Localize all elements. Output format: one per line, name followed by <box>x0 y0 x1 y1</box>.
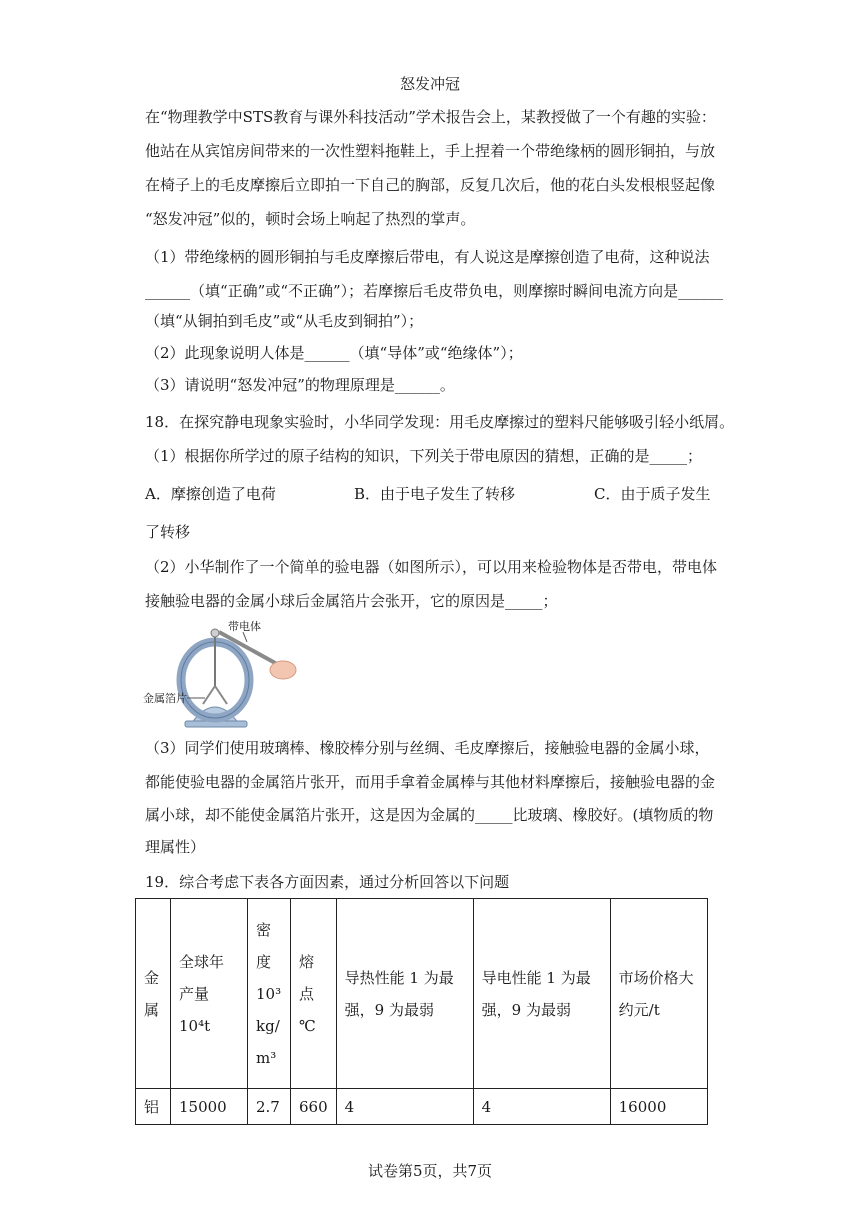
page-footer: 试卷第5页，共7页 <box>367 1162 493 1180</box>
q17-part1-line: （1）带绝缘柄的圆形铜拍与毛皮摩擦后带电，有人说这是摩擦创造了电荷，这种说法 <box>145 248 710 266</box>
header-metal: 金 属 <box>136 899 171 1089</box>
q18-part3-line: 都能使验电器的金属箔片张开，而用手拿着金属棒与其他材料摩擦后，接触验电器的金 <box>145 773 716 791</box>
header-market-price: 市场价格大 约元/t <box>610 899 707 1089</box>
metal-properties-table <box>135 898 708 1125</box>
q18-stem: 18．在探究静电现象实验时，小华同学发现：用毛皮摩擦过的塑料尺能够吸引轻小纸屑。 <box>145 413 735 431</box>
passage-title: 怒发冲冠 <box>399 75 460 93</box>
cell-market-price: 16000 <box>610 1089 707 1125</box>
q18-option-b: B．由于电子发生了转移 <box>354 485 516 503</box>
cell-density: 2.7 <box>248 1089 291 1125</box>
cell-melting-point: 660 <box>291 1089 337 1125</box>
passage-line: “怒发冲冠”似的，顿时会场上响起了热烈的掌声。 <box>145 210 476 228</box>
header-melting-point: 熔 点 ℃ <box>291 899 337 1089</box>
q18-part2-line: 接触验电器的金属小球后金属箔片会张开，它的原因是_____； <box>145 592 558 610</box>
table-header-row <box>136 899 708 1089</box>
q17-part1-line: ______（填“正确”或“不正确”）；若摩擦后毛皮带负电，则摩擦时瞬间电流方向是______ <box>145 282 724 300</box>
cell-output: 15000 <box>171 1089 248 1125</box>
passage-line: 在“物理教学中STS教育与课外科技活动”学术报告会上，某教授做了一个有趣的实验： <box>145 108 716 126</box>
q17-part3: （3）请说明“怒发冲冠”的物理原理是______。 <box>145 376 455 394</box>
q18-part3-line: 属小球，却不能使金属箔片张开，这是因为金属的_____比玻璃、橡胶好。(填物质的物 <box>145 806 714 824</box>
q18-part3-line: 理属性） <box>145 838 206 856</box>
passage-line: 在椅子上的毛皮摩擦后立即拍一下自己的胸部，反复几次后，他的花白头发根根竖起像 <box>145 176 716 194</box>
header-density: 密 度 10³ kg/ m³ <box>248 899 291 1089</box>
q18-part3-line: （3）同学们使用玻璃棒、橡胶棒分别与丝绸、毛皮摩擦后，接触验电器的金属小球， <box>145 739 710 757</box>
electroscope-illustration <box>143 620 303 730</box>
q18-part1: （1）根据你所学过的原子结构的知识，下列关于带电原因的猜想，正确的是_____； <box>145 447 703 465</box>
passage-line: 他站在从宾馆房间带来的一次性塑料拖鞋上，手上捏着一个带绝缘柄的圆形铜拍，与放 <box>145 142 716 160</box>
table-row <box>136 1089 708 1125</box>
q18-option-c: C．由于质子发生 <box>594 485 711 503</box>
header-thermal-conductivity: 导热性能 1 为最 强，9 为最弱 <box>336 899 473 1089</box>
q18-option-a: A．摩擦创造了电荷 <box>145 485 276 503</box>
figure-label-metal-foil: 金属箔片 <box>143 692 187 705</box>
electroscope-figure <box>143 620 303 730</box>
header-electrical-conductivity: 导电性能 1 为最 强，9 为最弱 <box>473 899 610 1089</box>
q18-part2-line: （2）小华制作了一个简单的验电器（如图所示），可以用来检验物体是否带电，带电体 <box>145 558 718 576</box>
q17-part1-line: （填“从铜拍到毛皮”或“从毛皮到铜拍”）； <box>145 312 424 330</box>
header-output: 全球年 产量 10⁴t <box>171 899 248 1089</box>
q17-part2: （2）此现象说明人体是______（填“导体”或“绝缘体”）； <box>145 344 523 362</box>
cell-metal: 铝 <box>136 1089 171 1125</box>
cell-electrical-conductivity: 4 <box>473 1089 610 1125</box>
q19-stem: 19．综合考虑下表各方面因素，通过分析回答以下问题 <box>145 873 510 891</box>
cell-thermal-conductivity: 4 <box>336 1089 473 1125</box>
q18-option-c-cont: 了转移 <box>145 523 191 541</box>
figure-label-charged-body: 带电体 <box>228 620 261 633</box>
